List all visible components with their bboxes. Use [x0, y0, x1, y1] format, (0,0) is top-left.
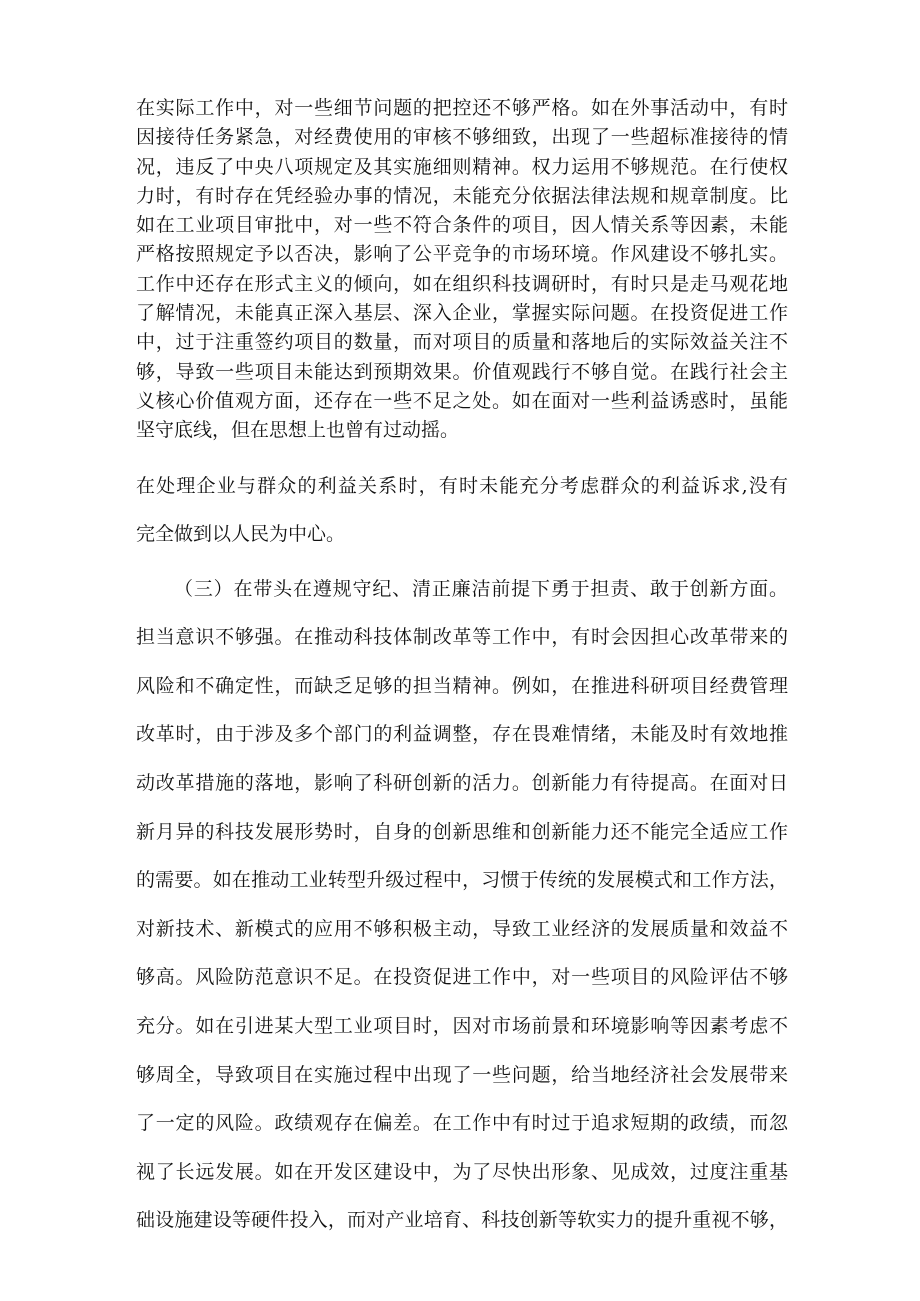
text-line: 了一定的风险。政绩观存在偏差。在工作中有时过于追求短期的政绩，而忽 [136, 1112, 788, 1135]
section-3 [136, 565, 788, 1245]
text-line: 如在工业项目审批中，对一些不符合条件的项目，因人情关系等因素，未能 [136, 214, 788, 237]
text-line: 够周全，导致项目在实施过程中出现了一些问题，给当地经济社会发展带来 [136, 1063, 788, 1086]
text-line: 动改革措施的落地，影响了科研创新的活力。创新能力有待提高。在面对日 [136, 771, 788, 794]
text-line: 坚守底线，但在思想上也曾有过动摇。 [136, 419, 460, 442]
text-line: 工作中还存在形式主义的倾向，如在组织科技调研时，有时只是走马观花地 [136, 272, 788, 295]
document-page [136, 94, 788, 1245]
text-line: 中，过于注重签约项目的数量，而对项目的质量和落地后的实际效益关注不 [136, 331, 788, 354]
text-line: 况，违反了中央八项规定及其实施细则精神。权力运用不够规范。在行使权 [136, 155, 788, 178]
text-line: 新月异的科技发展形势时，自身的创新思维和创新能力还不能完全适应工作 [136, 820, 788, 843]
text-line: 风险和不确定性，而缺乏足够的担当精神。例如，在推进科研项目经费管理 [136, 674, 788, 697]
text-line: 严格按照规定予以否决，影响了公平竞争的市场环境。作风建设不够扎实。 [136, 243, 788, 266]
text-line: 对新技术、新模式的应用不够积极主动，导致工业经济的发展质量和效益不 [136, 917, 788, 940]
text-line: 担当意识不够强。在推动科技体制改革等工作中，有时会因担心改革带来的 [136, 626, 788, 649]
text-line: 完全做到以人民为中心。 [136, 523, 346, 546]
text-line: 了解情况，未能真正深入基层、深入企业，掌握实际问题。在投资促进工作 [136, 302, 788, 325]
section-heading: （三）在带头在遵规守纪、清正廉洁前提下勇于担责、敢于创新方面。 [174, 577, 788, 600]
text-line: 改革时，由于涉及多个部门的利益调整，存在畏难情绪，未能及时有效地推 [136, 723, 788, 746]
text-line: 力时，有时存在凭经验办事的情况，未能充分依据法律法规和规章制度。比 [136, 184, 788, 207]
text-line: 因接待任务紧急，对经费使用的审核不够细致，出现了一些超标准接待的情 [136, 126, 788, 149]
text-line: 充分。如在引进某大型工业项目时，因对市场前景和环境影响等因素考虑不 [136, 1014, 788, 1037]
text-line: 够，导致一些项目未能达到预期效果。价值观践行不够自觉。在践行社会主 [136, 360, 788, 383]
text-line: 够高。风险防范意识不足。在投资促进工作中，对一些项目的风险评估不够 [136, 966, 788, 989]
paragraph-2 [136, 462, 788, 559]
text-line: 视了长远发展。如在开发区建设中，为了尽快出形象、见成效，过度注重基 [136, 1160, 788, 1183]
text-line: 在处理企业与群众的利益关系时，有时未能充分考虑群众的利益诉求,没有 [136, 474, 788, 497]
text-line: 的需要。如在推动工业转型升级过程中，习惯于传统的发展模式和工作方法， [136, 869, 788, 892]
text-line: 在实际工作中，对一些细节问题的把控还不够严格。如在外事活动中，有时 [136, 97, 788, 119]
paragraph-1 [136, 94, 788, 446]
text-line: 义核心价值观方面，还存在一些不足之处。如在面对一些利益诱惑时，虽能 [136, 389, 788, 412]
text-line: 础设施建设等硬件投入，而对产业培育、科技创新等软实力的提升重视不够， [136, 1209, 788, 1232]
